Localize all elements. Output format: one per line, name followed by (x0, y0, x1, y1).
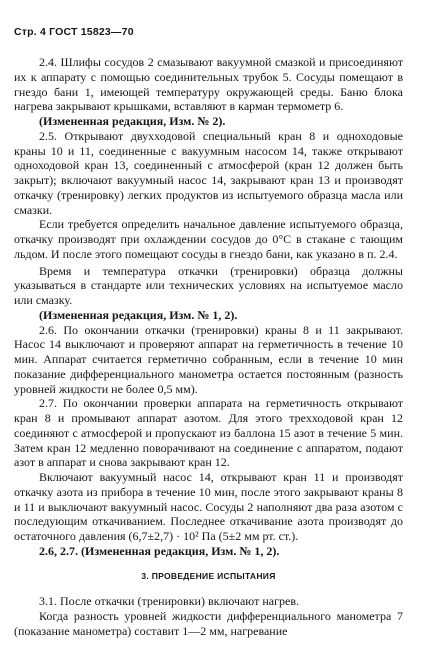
paragraph-initial-pressure: Если требуется определить начальное давление испытуемого образца, откачку производят при охлаждении сосудов до 0°С в стакане с тающим льдом. И после этого помещают сосуды в гнездо бани, как указано в п. 2.4. (14, 217, 403, 261)
paragraph-manometer: Когда разность уровней жидкости дифференциального манометра 7 (показание манометра) составит 1—2 мм, нагревание (14, 609, 403, 638)
paragraph-nitrogen-evacuation: Включают вакуумный насос 14, открывают кран 11 и производят откачку азота из прибора в течение 10 мин, после этого закрывают краны 8 и 11 и выключают вакуумный насос. Сосуды 2 наполняют два раза азотом с последующим откачиванием. Последнее откачивание азота производят до остаточного давления (6,7±2,7) · 10² Па (5±2 мм рт. ст.). (14, 470, 403, 543)
paragraph-time-temperature: Время и температура откачки (тренировки) образца должны указываться в стандарте или технических условиях на испытуемое масло или смазку. (14, 263, 403, 307)
paragraph-2-7: 2.7. По окончании проверки аппарата на герметичность открывают кран 8 и промывают аппарат азотом. Для этого трехходовой кран 12 соединяют с атмосферой и пропускают из баллона 15 азот в течение 5 мин. Затем кран 12 медленно поворачивают на соединение с аппаратом, подают азот в аппарат и снова закрывают кран 12. (14, 396, 403, 470)
amendment-note: 2.6, 2.7. (Измененная редакция, Изм. № 1, 2). (39, 543, 280, 558)
document-body (14, 55, 403, 639)
paragraph-2-4: 2.4. Шлифы сосудов 2 смазывают вакуумной смазкой и присоединяют их к аппарату с помощью соединительных трубок 5. Сосуды помещают в гнездо бани 1, имеющей температуру окружающей среды. Баню блока нагрева закрывают крышками, вставляют в карман термометр 6. (14, 55, 403, 114)
amendment-note: (Измененная редакция, Изм. № 2). (39, 114, 226, 128)
paragraph-2-5: 2.5. Открывают двухходовой специальный кран 8 и одноходовые краны 10 и 11, соединенные с вакуумным насосом 14, также открывают одноходовой кран 13, соединенный с атмосферой (кран 12 должен быть закрыт); включают вакуумный насос 14, закрывают кран 13 и производят откачку (тренировку) легких продуктов из испытуемого образца масла или смазки. (14, 128, 403, 217)
paragraph-3-1: 3.1. После откачки (тренировки) включают нагрев. (39, 594, 300, 609)
amendment-note: (Измененная редакция, Изм. № 1, 2). (39, 307, 238, 322)
section-heading: 3. ПРОВЕДЕНИЕ ИСПЫТАНИЯ (141, 570, 276, 581)
page-header: Стр. 4 ГОСТ 15823—70 (14, 26, 134, 38)
paragraph-2-6: 2.6. По окончании откачки (тренировки) краны 8 и 11 закрывают. Насос 14 выключают и проверяют аппарат на герметичность в течение 10 мин. Аппарат считается герметично собранным, если в течение 10 мин показание дифференциального манометра остается постоянным (разность уровней жидкости не более 0,5 мм). (14, 322, 403, 396)
